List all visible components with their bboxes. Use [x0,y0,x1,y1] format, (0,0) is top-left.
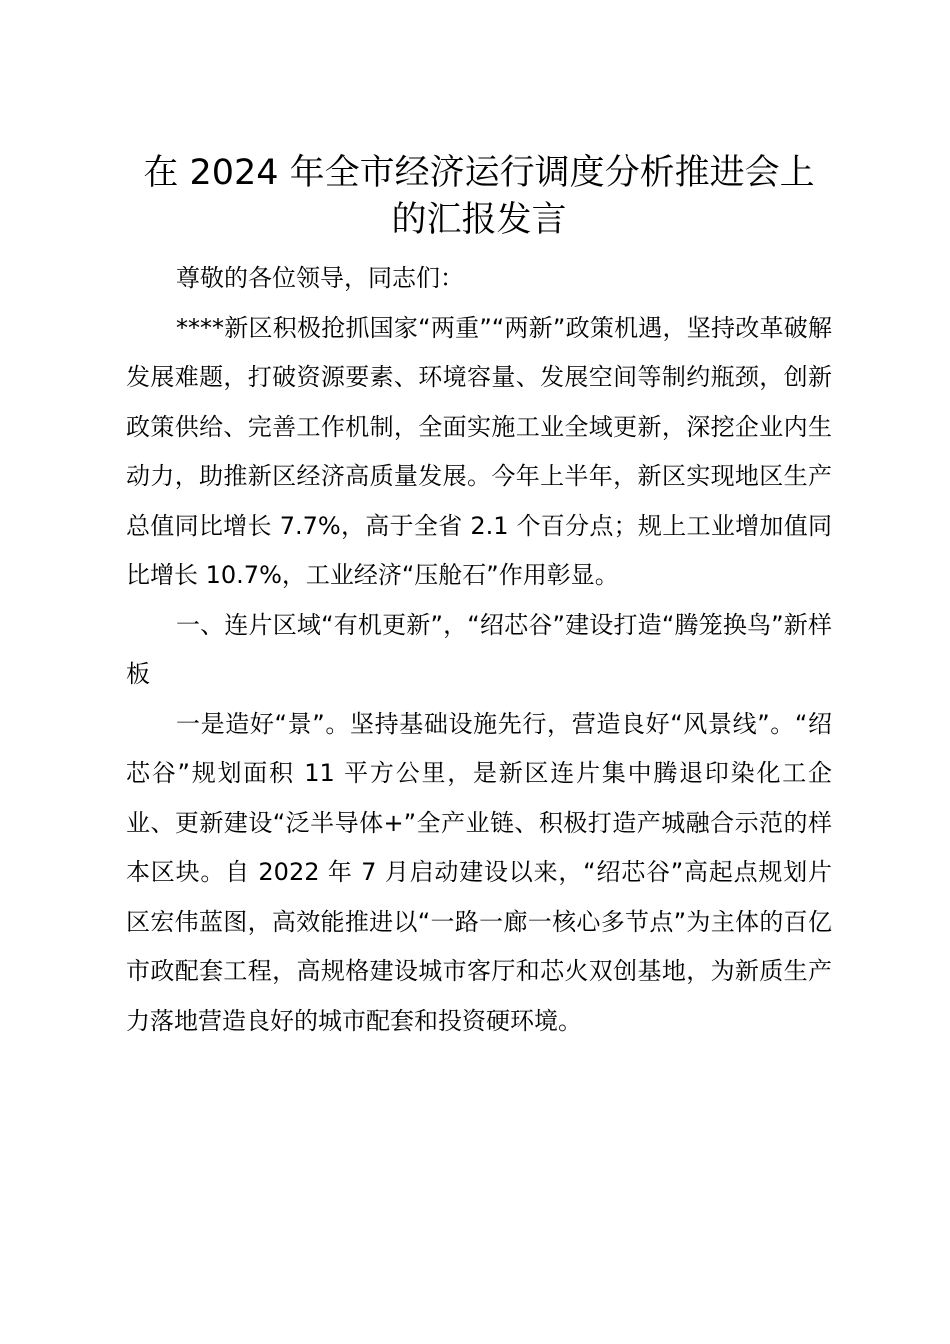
document-title: 在 2024 年全市经济运行调度分析推进会上的汇报发言 [143,153,815,240]
paragraph-intro: ****新区积极抢抓国家“两重”“两新”政策机遇，坚持改革破解发展难题，打破资源要素、环境容量、发展空间等制约瓶颈，创新政策供给、完善工作机制，全面实施工业全域更新，深挖企业内生动力，助推新区经济高质量发展。今年上半年，新区实现地区生产总值同比增长 7.7%，高于全省 2.1 个百分点；规上工业增加值同比增长 10.7%，工业经济“压舱石”作用彰显。 [126,313,832,589]
salutation: 尊敬的各位领导，同志们： [176,264,464,292]
document-page [126,150,832,1046]
document-body [126,254,832,1046]
paragraph-scenery: 一是造好“景”。坚持基础设施先行，营造良好“风景线”。“绍芯谷”规划面积 11 平方公里，是新区连片集中腾退印染化工企业、更新建设“泛半导体+”全产业链、积极打造产城融合示范的样本区块。自 2022 年 7 月启动建设以来，“绍芯谷”高起点规划片区宏伟蓝图，高效能推进以“一路一廊一核心多节点”为主体的百亿市政配套工程，高规格建设城市客厅和芯火双创基地，为新质生产力落地营造良好的城市配套和投资硬环境。 [126,709,832,1035]
section-heading-1: 一、连片区域“有机更新”，“绍芯谷”建设打造“腾笼换鸟”新样板 [126,610,832,688]
